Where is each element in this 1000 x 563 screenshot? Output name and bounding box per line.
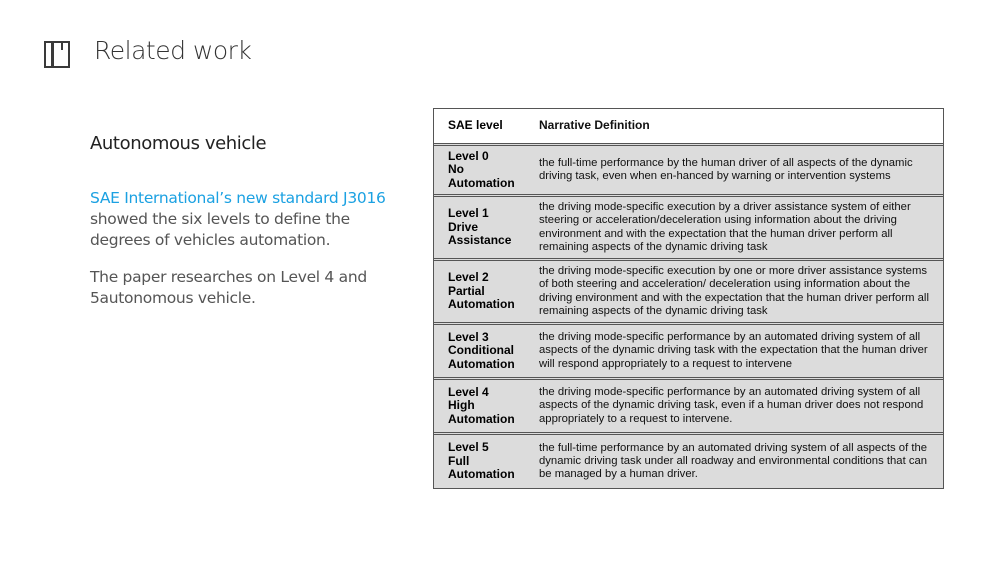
level-cell <box>434 441 539 482</box>
standard-highlight: SAE International’s new standard J3016 <box>90 189 386 207</box>
table-row <box>434 143 943 194</box>
level-name2: Automation <box>448 175 515 190</box>
level-name2: Automation <box>448 297 515 312</box>
level-name1: Drive <box>448 219 479 234</box>
level-name1: High <box>448 398 475 413</box>
table-row <box>434 322 943 377</box>
paragraph-research: The paper researches on Level 4 and 5autonomous vehicle. <box>90 268 367 307</box>
section-icon <box>44 41 70 68</box>
level-name2: Assistance <box>448 233 512 248</box>
level-level: Level 3 <box>448 329 489 344</box>
definition-cell: the driving mode-specific performance by an automated driving system of all aspects of the dynamic driving task with the expectation that the human driver will respond appropriately to a request to intervene <box>539 331 928 370</box>
level-cell <box>434 207 539 248</box>
paragraph-standard <box>90 188 410 251</box>
header-definition: Narrative Definition <box>539 118 650 133</box>
slide-subtitle: Autonomous vehicle <box>90 133 267 154</box>
definition-cell: the full-time performance by an automated driving system of all aspects of the dynamic driving task under all roadway and environmental conditions that can be managed by a human driver. <box>539 441 928 481</box>
definition-cell: the driving mode-specific execution by one or more driver assistance systems of both steering and acceleration/ deceleration using information about the driving environment and with the expectation that the human driver perform all remaining aspects of the dynamic driving task <box>539 264 929 317</box>
level-name2: Automation <box>448 356 515 371</box>
level-name1: Conditional <box>448 343 514 358</box>
table-header <box>434 109 943 143</box>
level-level: Level 5 <box>448 440 489 455</box>
definition-cell: the full-time performance by the human driver of all aspects of the dynamic driving task, even when en-hanced by warning or intervention systems <box>539 156 913 182</box>
level-level: Level 0 <box>448 148 489 163</box>
sae-levels-table <box>433 108 944 489</box>
table-row <box>434 258 943 322</box>
level-level: Level 4 <box>448 384 489 399</box>
level-name2: Automation <box>448 411 515 426</box>
definition-cell: the driving mode-specific execution by a driver assistance system of either steering or acceleration/deceleration using information about the driving environment and with the expectation that the human driver perform all remaining aspects of the dynamic driving task <box>539 200 911 253</box>
level-cell <box>434 271 539 312</box>
table-row <box>434 194 943 258</box>
level-cell <box>434 150 539 191</box>
level-name2: Automation <box>448 467 515 482</box>
level-name1: Full <box>448 453 470 468</box>
level-level: Level 1 <box>448 206 489 221</box>
paragraph-text: showed the six levels to define the degrees of vehicles automation. <box>90 210 350 249</box>
level-cell <box>434 331 539 372</box>
table-row <box>434 432 943 488</box>
table-row <box>434 377 943 432</box>
slide-title: Related work <box>94 36 252 65</box>
header-sae-level: SAE level <box>448 118 503 133</box>
level-name1: No <box>448 162 464 177</box>
definition-cell: the driving mode-specific performance by an automated driving system of all aspects of the dynamic driving task, even if a human driver does not respond appropriately to a request to intervene. <box>539 386 924 425</box>
level-level: Level 2 <box>448 270 489 285</box>
level-cell <box>434 386 539 427</box>
level-name1: Partial <box>448 283 485 298</box>
